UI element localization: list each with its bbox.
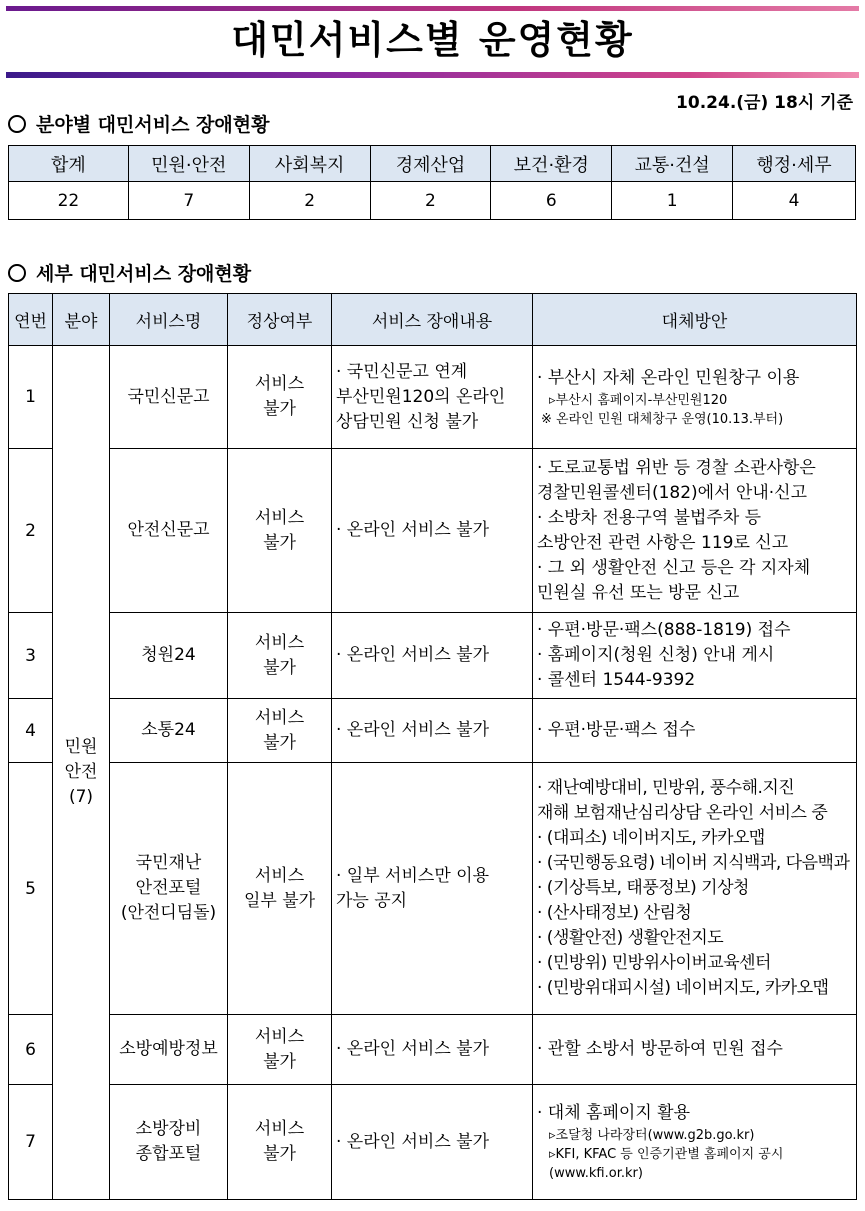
title-top-bar [6, 6, 859, 11]
service-status-line: 서비스 [254, 374, 305, 394]
detail-header-row [9, 294, 857, 346]
detail-heading-text: 세부 대민서비스 장애현황 [36, 263, 252, 285]
alternative-plan [533, 1015, 857, 1085]
detail-header-cell: 대체방안 [533, 294, 857, 346]
summary-value-cell: 6 [491, 182, 612, 220]
page-title: 대민서비스별 운영현황 [231, 18, 634, 62]
alternative-plan [533, 699, 857, 763]
service-name-line: 소방장비 [135, 1119, 202, 1139]
outage-description [332, 763, 533, 1015]
service-name [110, 699, 228, 763]
service-status [228, 1015, 332, 1085]
alternative-line: · 부산시 자체 온라인 민원창구 이용 [537, 367, 800, 388]
table-row [9, 1085, 857, 1200]
summary-value-cell: 2 [249, 182, 370, 220]
summary-value-cell: 7 [128, 182, 249, 220]
alternative-line: · 소방차 전용구역 불법주차 등 [537, 507, 762, 528]
circle-bullet-icon [8, 264, 26, 282]
service-status-line: 불가 [263, 732, 296, 753]
service-name-line: 소방예방정보 [119, 1039, 218, 1059]
alternative-line: · 홈페이지(청원 신청) 안내 게시 [537, 645, 775, 665]
table-row [9, 699, 857, 763]
outage-description-line: · 온라인 서비스 불가 [336, 520, 489, 540]
outage-description-line: 가능 공지 [336, 890, 408, 911]
service-name [110, 613, 228, 699]
alternative-line: · (국민행동요령) 네이버 지식백과, 다음백과 [537, 853, 850, 873]
outage-description [332, 346, 533, 449]
summary-header-cell: 행정·세무 [733, 146, 856, 182]
summary-value-cell: 22 [9, 182, 129, 220]
alternative-line: · 그 외 생활안전 신고 등은 각 지자체 [537, 557, 811, 578]
table-row [9, 1015, 857, 1085]
service-status-line: 불가 [263, 1051, 296, 1072]
service-name [110, 346, 228, 449]
field-label-line: (7) [68, 787, 94, 807]
row-number: 1 [9, 346, 53, 449]
detail-header-cell: 서비스 장애내용 [332, 294, 533, 346]
table-row [9, 346, 857, 449]
alternative-note-line: ※ 온라인 민원 대체창구 운영(10.13.부터) [541, 411, 784, 427]
detail-header-cell: 분야 [53, 294, 110, 346]
alternative-line: · 콜센터 1544-9392 [537, 670, 696, 690]
row-number: 7 [9, 1085, 53, 1200]
summary-header-cell: 민원·안전 [128, 146, 249, 182]
summary-header-cell: 사회복지 [249, 146, 370, 182]
summary-heading-text: 분야별 대민서비스 장애현황 [36, 114, 270, 136]
service-status-line: 서비스 [254, 1119, 305, 1139]
row-number: 3 [9, 613, 53, 699]
summary-header-cell: 교통·건설 [612, 146, 733, 182]
service-name [110, 1015, 228, 1085]
alternative-line: 민원실 유선 또는 방문 신고 [537, 582, 740, 603]
summary-value-row [9, 182, 856, 220]
service-status-line: 불가 [263, 657, 296, 678]
reference-date: 10.24.(금) 18시 기준 [676, 93, 853, 113]
service-name [110, 449, 228, 613]
outage-description-line: · 온라인 서비스 불가 [336, 1131, 489, 1152]
alternative-sub-line: ▹부산시 홈페이지-부산민원120 [549, 392, 728, 408]
summary-value-cell: 2 [370, 182, 491, 220]
outage-description-line: · 일부 서비스만 이용 [336, 865, 489, 886]
circle-bullet-icon [8, 115, 26, 133]
service-status-line: 일부 불가 [243, 890, 316, 911]
alternative-line: · 우편·방문·팩스 접수 [537, 720, 696, 740]
service-name-line: 청원24 [141, 645, 196, 665]
outage-description-line: · 국민신문고 연계 [336, 361, 468, 382]
detail-header-cell: 서비스명 [110, 294, 228, 346]
row-number: 6 [9, 1015, 53, 1085]
alternative-line: 소방안전 관련 사항은 119로 신고 [537, 532, 789, 553]
alternative-line: 재해 보험재난심리상담 온라인 서비스 중 [537, 803, 828, 823]
alternative-plan [533, 449, 857, 613]
service-status-line: 서비스 [254, 707, 305, 728]
service-status-line: 서비스 [254, 632, 305, 653]
service-name-line: 안전신문고 [127, 520, 210, 540]
detail-heading [8, 259, 251, 286]
alternative-line: · 도로교통법 위반 등 경찰 소관사항은 [537, 457, 816, 478]
alternative-line: 경찰민원콜센터(182)에서 안내·신고 [537, 482, 808, 503]
alternative-sub-line: ▹KFI, KFAC 등 인증기관별 홈페이지 공시 [549, 1147, 784, 1162]
alternative-line: · 우편·방문·팩스(888-1819) 접수 [537, 620, 791, 640]
field-label-line: 안전 [64, 762, 98, 782]
table-row [9, 449, 857, 613]
service-status-line: 불가 [263, 1144, 296, 1164]
alternative-line: · 대체 홈페이지 활용 [537, 1103, 690, 1123]
alternative-plan [533, 346, 857, 449]
service-name-line: 안전포털 [135, 878, 202, 898]
service-status [228, 699, 332, 763]
detail-header-cell: 정상여부 [228, 294, 332, 346]
alternative-plan [533, 763, 857, 1015]
alternative-line: · (생활안전) 생활안전지도 [537, 928, 724, 948]
outage-description-line: · 온라인 서비스 불가 [336, 645, 489, 665]
outage-description [332, 613, 533, 699]
outage-description [332, 449, 533, 613]
service-name-line: 국민재난 [135, 853, 202, 873]
alternative-line: · (민방위) 민방위사이버교육센터 [537, 953, 771, 973]
service-status [228, 763, 332, 1015]
service-status-line: 서비스 [254, 1026, 305, 1047]
table-row [9, 613, 857, 699]
outage-description-line: · 온라인 서비스 불가 [336, 720, 489, 740]
service-status [228, 1085, 332, 1200]
summary-header-cell: 합계 [9, 146, 129, 182]
row-number: 2 [9, 449, 53, 613]
alternative-plan [533, 1085, 857, 1200]
alternative-sub-line: ▹조달청 나라장터(www.g2b.go.kr) [549, 1128, 755, 1143]
service-status [228, 449, 332, 613]
service-status-line: 불가 [263, 399, 296, 419]
row-number: 4 [9, 699, 53, 763]
outage-description-line: 부산민원120의 온라인 [336, 386, 506, 407]
summary-value-cell: 4 [733, 182, 856, 220]
service-name-line: 소통24 [141, 720, 196, 740]
outage-description [332, 1015, 533, 1085]
title-bottom-bar [6, 72, 859, 78]
alternative-line: · (대피소) 네이버지도, 카카오맵 [537, 828, 765, 848]
service-name-line: (안전디딤돌) [120, 903, 217, 923]
field-label-line: 민원 [64, 737, 98, 757]
service-name-line: 국민신문고 [127, 386, 210, 407]
alternative-plan [533, 613, 857, 699]
alternative-sub-line: (www.kfi.or.kr) [549, 1166, 643, 1181]
alternative-line: · 재난예방대비, 민방위, 풍수해.지진 [537, 778, 795, 798]
summary-value-cell: 1 [612, 182, 733, 220]
row-number: 5 [9, 763, 53, 1015]
outage-description-line: · 온라인 서비스 불가 [336, 1039, 489, 1059]
alternative-line: · (기상특보, 태풍정보) 기상청 [537, 878, 749, 898]
detail-header-cell: 연번 [9, 294, 53, 346]
field-cell [53, 346, 110, 1200]
service-status-line: 서비스 [254, 865, 305, 886]
summary-heading [8, 110, 269, 137]
summary-header-cell: 보건·환경 [491, 146, 612, 182]
detail-body [9, 346, 857, 1200]
outage-description-line: 상담민원 신청 불가 [336, 411, 479, 432]
alternative-line: · (민방위대피시설) 네이버지도, 카카오맵 [537, 978, 829, 998]
detail-table [8, 293, 857, 1200]
alternative-line: · (산사태정보) 산림청 [537, 903, 692, 923]
outage-description [332, 1085, 533, 1200]
service-status [228, 613, 332, 699]
service-name [110, 763, 228, 1015]
service-status [228, 346, 332, 449]
table-row [9, 763, 857, 1015]
summary-header-cell: 경제산업 [370, 146, 491, 182]
service-name [110, 1085, 228, 1200]
outage-description [332, 699, 533, 763]
service-status-line: 불가 [263, 532, 296, 553]
service-name-line: 종합포털 [135, 1144, 202, 1164]
alternative-line: · 관할 소방서 방문하여 민원 접수 [537, 1039, 783, 1059]
service-status-line: 서비스 [254, 507, 305, 528]
summary-header-row [9, 146, 856, 182]
summary-table [8, 145, 856, 220]
